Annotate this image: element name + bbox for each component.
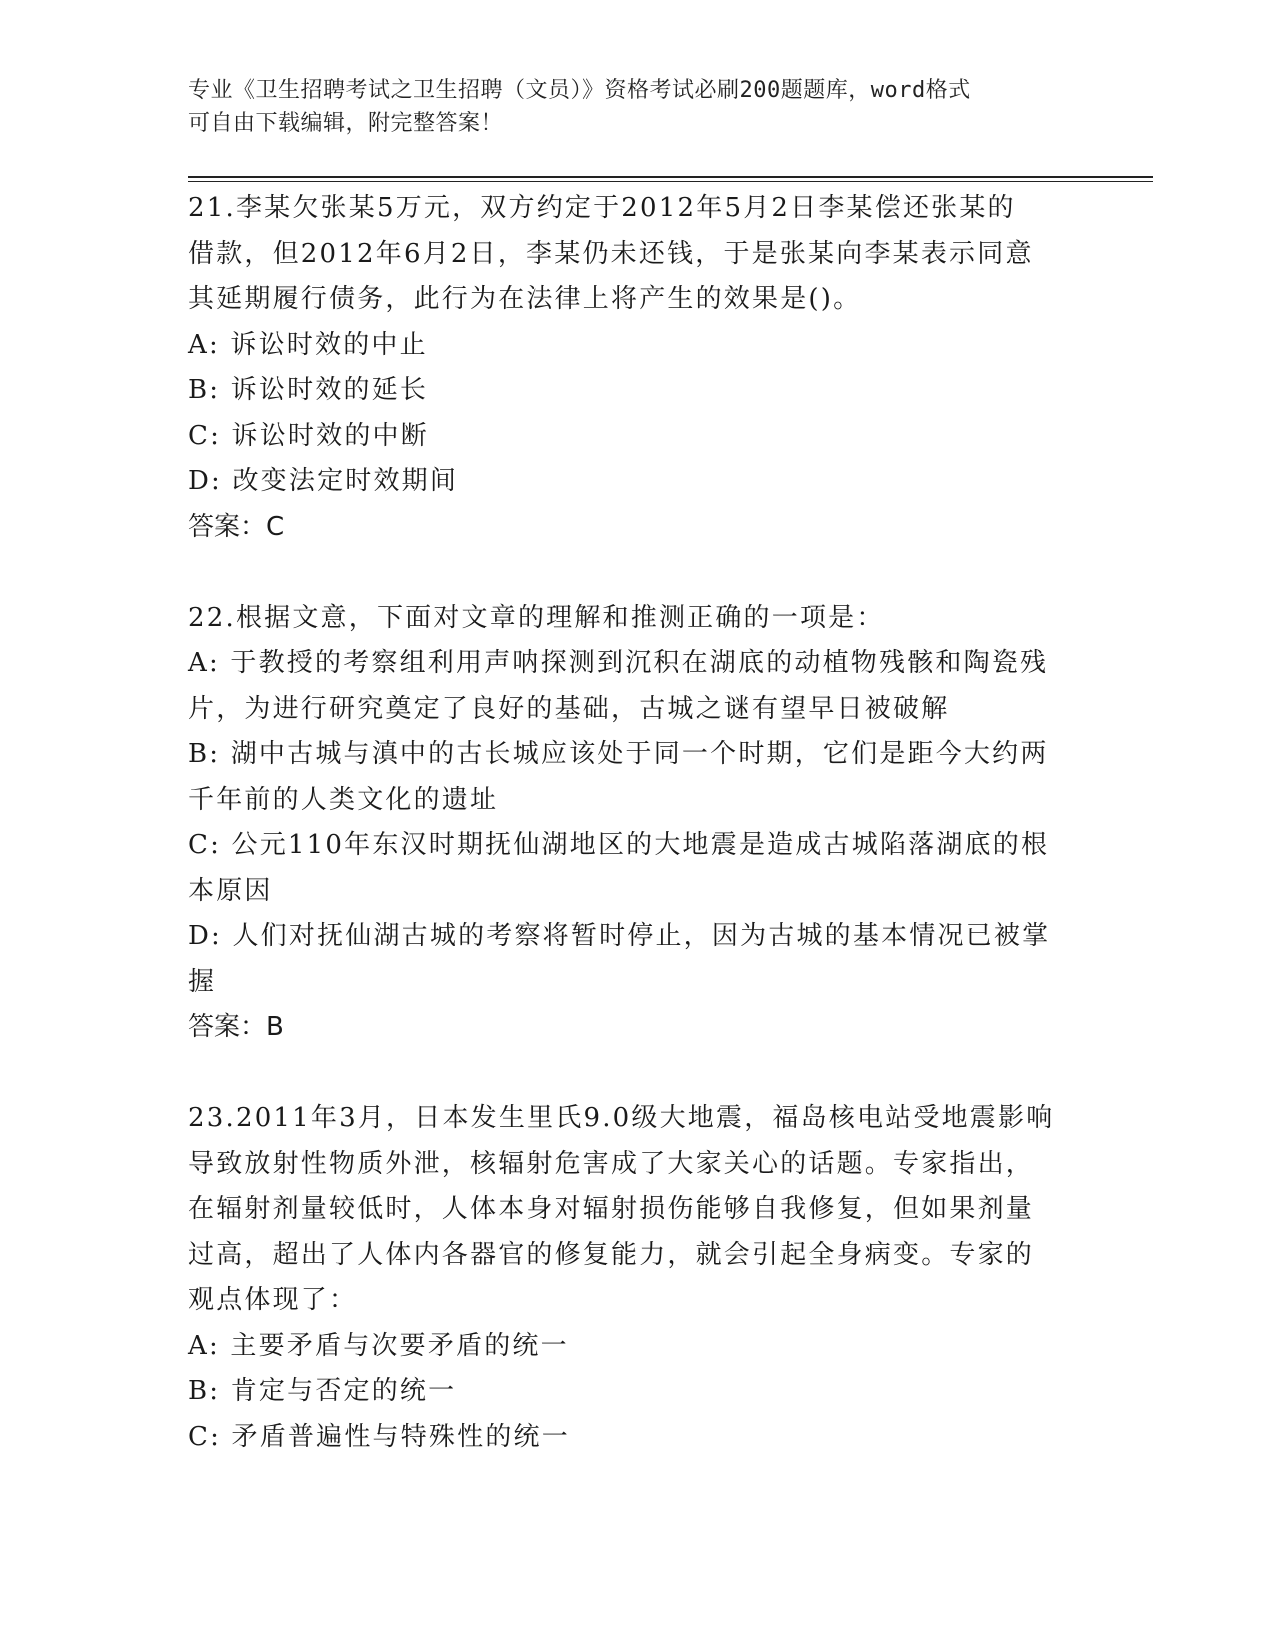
option-a: A: 主要矛盾与次要矛盾的统一 — [188, 1330, 569, 1361]
question-stem-line: 观点体现了： — [188, 1285, 358, 1315]
answer-line: 答案：C — [188, 511, 285, 542]
option-b-continued: 千年前的人类文化的遗址 — [188, 784, 499, 815]
option-b: B: 湖中古城与滇中的古长城应该处于同一个时期，它们是距今大约两 — [188, 739, 1049, 769]
question-stem-line: 23.2011年3月，日本发生里氏9.0级大地震，福岛核电站受地震影响 — [188, 1103, 1055, 1133]
question-spacer — [188, 550, 1088, 596]
document-header — [188, 74, 1068, 140]
header-line-1: 专业《卫生招聘考试之卫生招聘（文员）》资格考试必刷200题题库，word格式 — [188, 78, 971, 103]
question-stem-line: 其延期履行债务，此行为在法律上将产生的效果是()。 — [188, 284, 862, 314]
question-23 — [188, 1096, 1088, 1460]
option-b: B: 诉讼时效的延长 — [188, 375, 429, 405]
option-c: C: 诉讼时效的中断 — [188, 420, 429, 451]
option-a: A: 于教授的考察组利用声呐探测到沉积在湖底的动植物残骸和陶瓷残 — [188, 648, 1049, 678]
question-22 — [188, 596, 1088, 1051]
option-a: A: 诉讼时效的中止 — [188, 329, 428, 360]
question-stem-line: 22.根据文意，下面对文章的理解和推测正确的一项是： — [188, 602, 885, 633]
answer-line: 答案：B — [188, 1012, 284, 1042]
question-spacer — [188, 1051, 1088, 1097]
question-list — [188, 186, 1088, 1460]
question-21 — [188, 186, 1088, 550]
option-d: D: 改变法定时效期间 — [188, 466, 459, 496]
option-d-continued: 握 — [188, 966, 217, 997]
option-a-continued: 片，为进行研究奠定了良好的基础，古城之谜有望早日被破解 — [188, 693, 950, 724]
option-c: C: 公元110年东汉时期抚仙湖地区的大地震是造成古城陷落湖底的根 — [188, 830, 1050, 860]
option-c: C: 矛盾普遍性与特殊性的统一 — [188, 1421, 570, 1452]
option-b: B: 肯定与否定的统一 — [188, 1376, 457, 1406]
header-line-2: 可自由下载编辑，附完整答案！ — [188, 111, 504, 136]
question-stem-line: 过高，超出了人体内各器官的修复能力，就会引起全身病变。专家的 — [188, 1239, 1035, 1270]
question-stem-line: 21.李某欠张某5万元，双方约定于2012年5月2日李某偿还张某的 — [188, 193, 1016, 223]
option-d: D: 人们对抚仙湖古城的考察将暂时停止，因为古城的基本情况已被掌 — [188, 921, 1051, 951]
header-divider — [188, 176, 1153, 182]
question-stem-line: 导致放射性物质外泄，核辐射危害成了大家关心的话题。专家指出， — [188, 1148, 1035, 1179]
question-stem-line: 在辐射剂量较低时，人体本身对辐射损伤能够自我修复，但如果剂量 — [188, 1194, 1035, 1224]
question-stem-line: 借款，但2012年6月2日，李某仍未还钱，于是张某向李某表示同意 — [188, 238, 1034, 269]
option-c-continued: 本原因 — [188, 875, 273, 906]
